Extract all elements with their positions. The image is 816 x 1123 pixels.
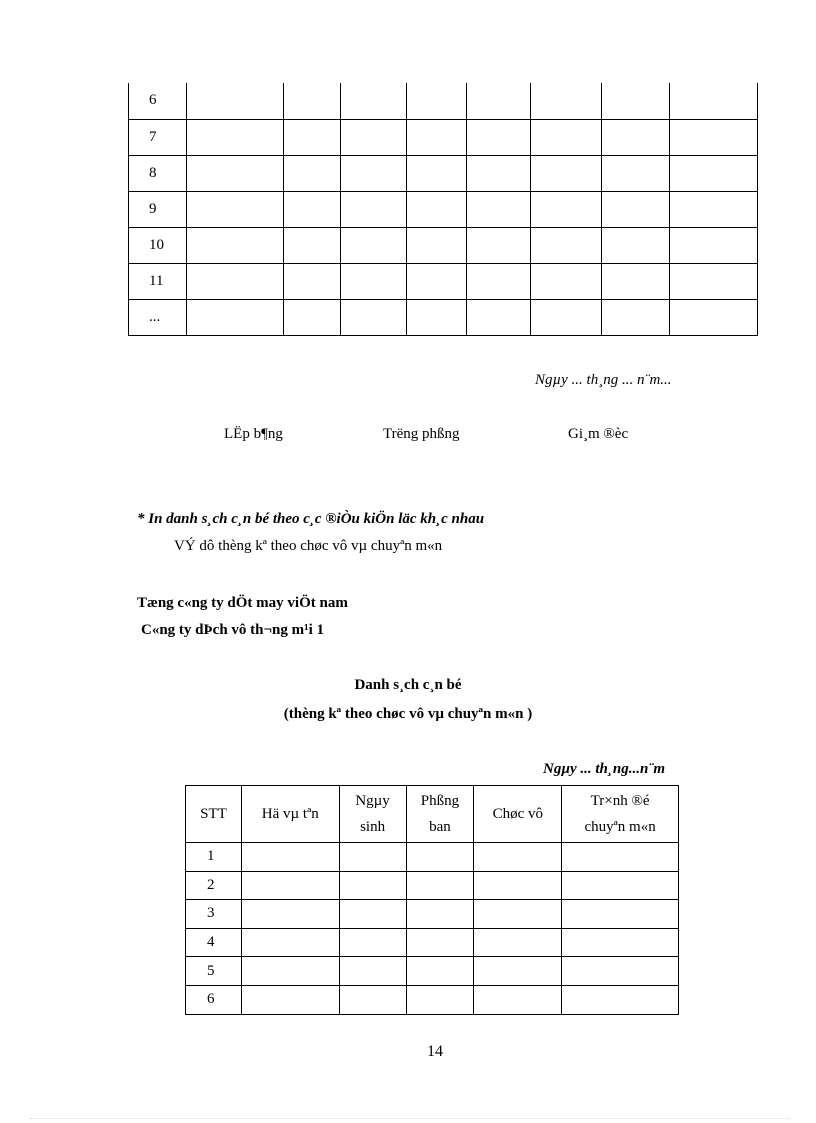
row-number: 6 [186, 985, 242, 1014]
header-level: Tr×nh ®é chuyªn m«n [562, 786, 679, 843]
list-subtitle: (thèng kª theo chøc vô vµ chuyªn m«n ) [283, 706, 533, 722]
header-name: Hä vµ tªn [241, 786, 339, 843]
signature-head: Trëng phßng [383, 426, 460, 442]
signature-director: Gi¸m ®èc [568, 426, 629, 442]
row-number: 9 [129, 191, 187, 227]
table-row [129, 119, 758, 155]
table-row [186, 900, 679, 929]
org-line-1: Tæng c«ng ty dÖt may viÖt nam [137, 595, 348, 611]
table-row [186, 928, 679, 957]
header-position: Chøc vô [474, 786, 562, 843]
org-line-2: C«ng ty dÞch vô th¬ng m¹i 1 [141, 622, 325, 638]
signature-preparer: LËp b¶ng [224, 426, 283, 442]
row-number: ... [129, 299, 187, 335]
table-row [186, 957, 679, 986]
row-number: 1 [186, 843, 242, 872]
row-number: 2 [186, 871, 242, 900]
header-stt: STT [186, 786, 242, 843]
row-number: 5 [186, 957, 242, 986]
table-row [129, 263, 758, 299]
table-row [186, 843, 679, 872]
page-divider [30, 1118, 790, 1119]
date-line: Ngµy ... th¸ng ... n¨m... [535, 372, 672, 388]
table-row [129, 227, 758, 263]
page-number: 14 [427, 1043, 443, 1060]
list-date: Ngµy ... th¸ng...n¨m [543, 761, 665, 777]
staff-table [185, 785, 679, 1015]
header-dob: Ngµy sinh [339, 786, 406, 843]
row-number: 3 [186, 900, 242, 929]
row-number: 11 [129, 263, 187, 299]
list-title: Danh s¸ch c¸n bé [354, 677, 462, 693]
row-number: 7 [129, 119, 187, 155]
table-row [129, 83, 758, 119]
row-number: 4 [186, 928, 242, 957]
table-row [129, 155, 758, 191]
continuation-table [128, 83, 758, 336]
example-text: VÝ dô thèng kª theo chøc vô vµ chuyªn m«n [174, 538, 443, 554]
table-row [129, 191, 758, 227]
row-number: 10 [129, 227, 187, 263]
table-row [186, 871, 679, 900]
row-number: 8 [129, 155, 187, 191]
header-dept: Phßng ban [406, 786, 474, 843]
row-number: 6 [129, 83, 187, 119]
table-row [129, 299, 758, 335]
continuation-table-body [129, 83, 758, 335]
section-heading: * In danh s¸ch c¸n bé theo c¸c ®iÒu kiÖn läc kh¸c nhau [137, 511, 485, 527]
table-row [186, 985, 679, 1014]
table-header-row [186, 786, 679, 843]
